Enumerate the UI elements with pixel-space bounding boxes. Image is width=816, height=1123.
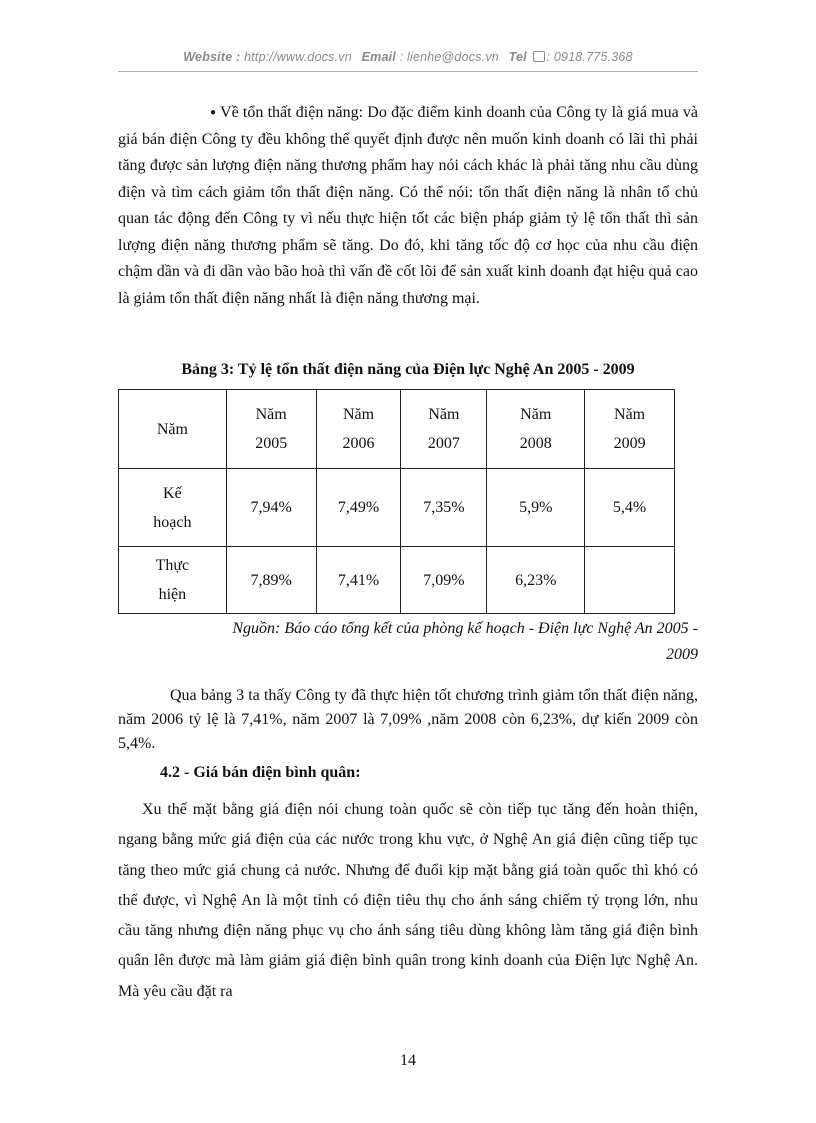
table-caption: Bảng 3: Tỷ lệ tổn thất điện năng của Điện lực Nghệ An 2005 - 2009: [181, 361, 635, 378]
year-header-cell: Năm 2005: [226, 390, 316, 469]
table-row-actual: [119, 547, 675, 614]
paragraph-average-price: Xu thế mặt bằng giá điện nói chung toàn quốc sẽ còn tiếp tục tăng đến hoàn thiện, ngang bằng mức giá điện của các nước trong khu vực, ở Nghệ An giá điện cũng tiếp tục tăng theo mức giá chung cả nước. Nhưng để đuổi kịp mặt bằng giá toàn quốc thì khó có thể được, vì Nghệ An là một tỉnh có điện tiêu thụ cho ánh sáng chiếm tỷ trọng lớn, nhu cầu tăng nhưng điện năng phục vụ cho ánh sáng tiêu dùng không làm tăng giá điện bình quân lên được mà làm giảm giá điện bình quân trong kinh doanh của Điện lực Nghệ An. Mà yêu cầu đặt ra: [118, 801, 698, 1000]
year-header-cell: Năm 2007: [401, 390, 487, 469]
paragraph-power-loss: [118, 100, 698, 312]
table-source-note: Nguồn: Báo cáo tổng kết của phòng kế hoạch - Điện lực Nghệ An 2005 - 2009: [232, 620, 698, 663]
phone-number: : 0918.775.368: [546, 50, 633, 64]
section-heading: 4.2 - Giá bán điện bình quân:: [160, 764, 361, 781]
actual-value-cell: 7,09%: [401, 547, 487, 614]
website-url[interactable]: http://www.docs.vn: [244, 50, 352, 64]
phone-icon: [533, 51, 545, 62]
plan-value-cell: 5,9%: [487, 469, 585, 547]
actual-value-cell: 7,89%: [226, 547, 316, 614]
plan-value-cell: 7,35%: [401, 469, 487, 547]
year-header-cell: Năm 2006: [316, 390, 401, 469]
actual-value-cell: 7,41%: [316, 547, 401, 614]
paragraph-table-summary: Qua bảng 3 ta thấy Công ty đã thực hiện tốt chương trình giảm tổn thất điện năng, năm 2006 tỷ lệ là 7,41%, năm 2007 là 7,09% ,năm 2008 còn 6,23%, dự kiến 2009 còn 5,4%.: [118, 687, 698, 752]
loss-rate-table: [118, 389, 675, 614]
email-label: Email: [361, 50, 396, 64]
paragraph-1-text: Về tổn thất điện năng: Do đặc điểm kinh doanh của Công ty là giá mua và giá bán điện Công ty đều không thể quyết định được nên muốn kinh doanh có lãi thì phải tăng được sản lượng điện năng thương phẩm hay nói cách khác là phải tăng nhu cầu dùng điện và tìm cách giảm tổn thất điện năng. Có thể nói: tổn thất điện năng là nhân tố chủ quan tác động đến Công ty vì nếu thực hiện tốt các biện pháp giảm tỷ lệ tổn thất thì sản lượng điện năng thương phẩm sẽ tăng. Do đó, khi tăng tốc độ cơ học của nhu cầu điện chậm dần và đi dần vào bão hoà thì vấn đề cốt lõi để sản xuất kinh doanh đạt hiệu quả cao là giảm tổn thất điện năng nhất là điện năng thương mại.: [118, 104, 698, 307]
page-header: [118, 50, 698, 64]
year-header-cell: Năm 2008: [487, 390, 585, 469]
plan-value-cell: 5,4%: [585, 469, 675, 547]
actual-value-cell: [585, 547, 675, 614]
plan-value-cell: 7,94%: [226, 469, 316, 547]
header-divider: [118, 71, 698, 72]
page-number: 14: [400, 1052, 416, 1069]
bullet-icon: ●: [210, 107, 217, 118]
row-label-plan: Kế hoạch: [119, 469, 227, 547]
row-label-actual: Thực hiện: [119, 547, 227, 614]
tel-label: Tel: [508, 50, 527, 64]
actual-value-cell: 6,23%: [487, 547, 585, 614]
email-address[interactable]: : lienhe@docs.vn: [399, 50, 499, 64]
corner-cell: Năm: [119, 390, 227, 469]
plan-value-cell: 7,49%: [316, 469, 401, 547]
year-header-cell: Năm 2009: [585, 390, 675, 469]
table-row-plan: [119, 469, 675, 547]
website-label: Website :: [183, 50, 241, 64]
table-header-row: [119, 390, 675, 469]
